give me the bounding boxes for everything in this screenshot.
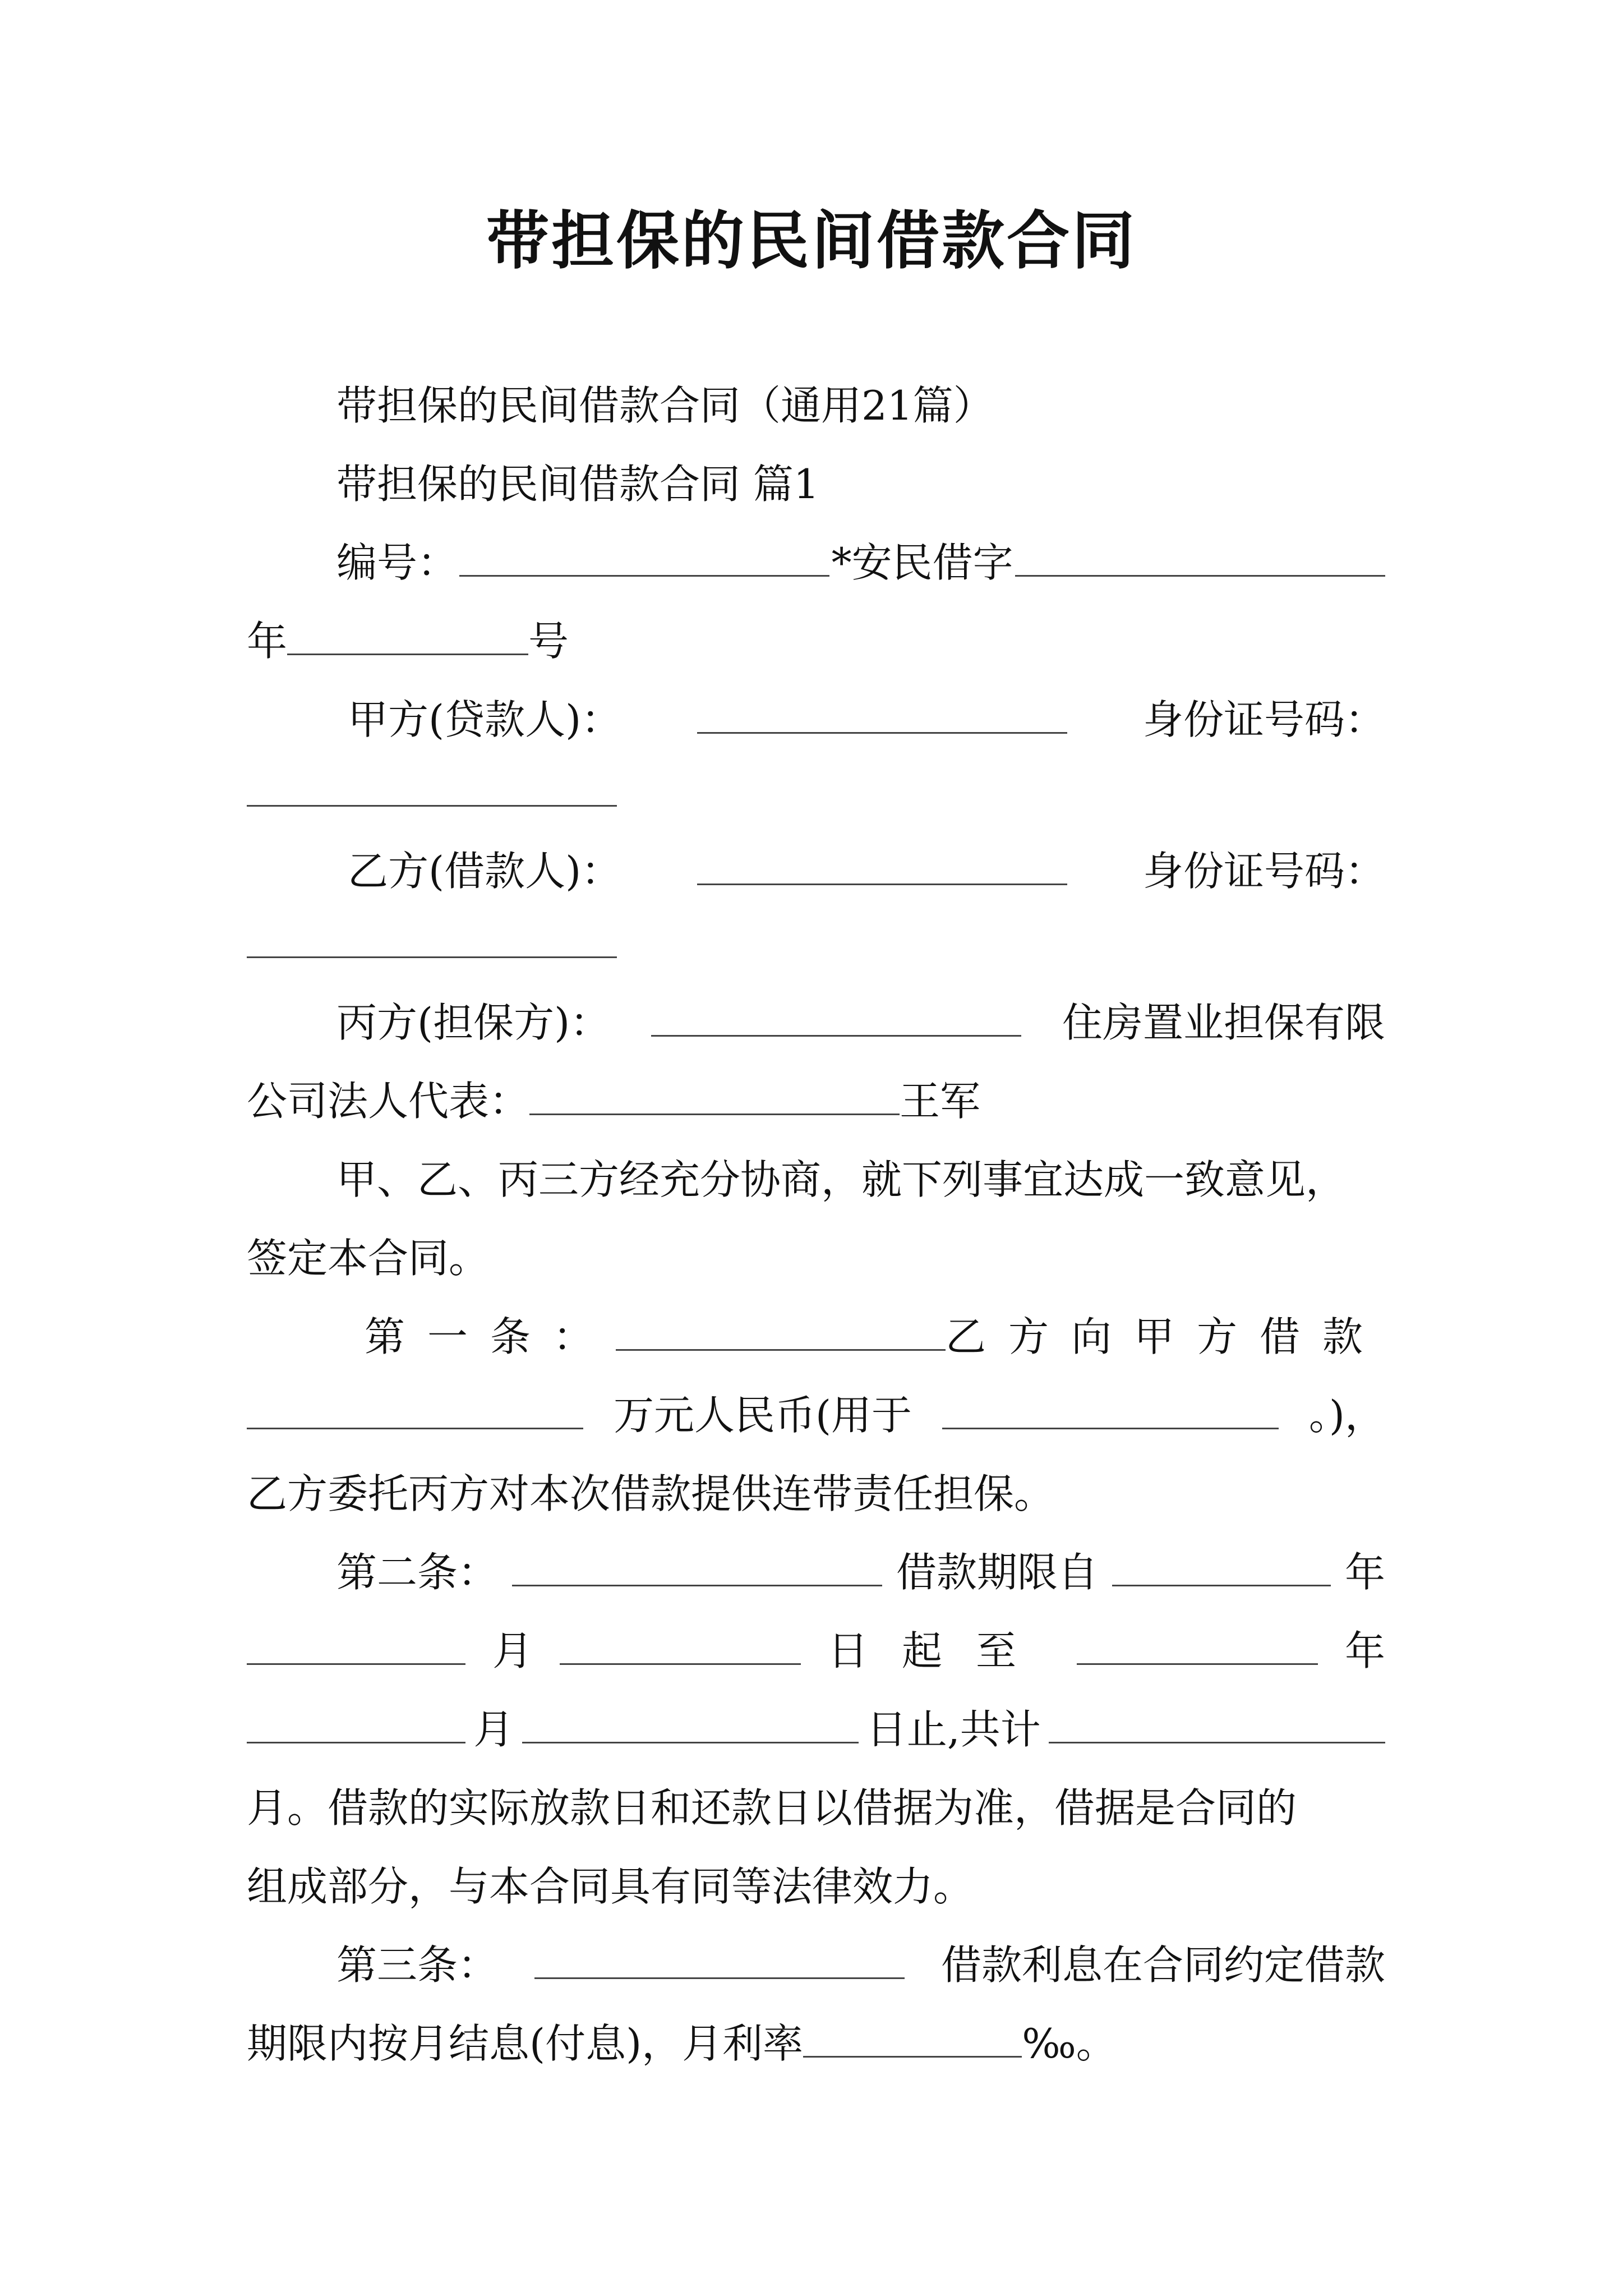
article-1-line: 第一条： 乙方向甲方借款 bbox=[365, 1313, 1385, 1360]
blank bbox=[560, 1627, 801, 1665]
number-line: 编号： *安民借字 bbox=[336, 539, 1385, 587]
blank bbox=[247, 1627, 465, 1665]
paragraph-text: 甲、乙、丙三方经充分协商，就下列事宜达成一致意见， bbox=[336, 1156, 1347, 1203]
paragraph-text: 月。借款的实际放款日和还款日以借据为准，借据是合同的 bbox=[247, 1784, 1297, 1832]
party-b-id-line bbox=[247, 920, 1385, 968]
party-a-id-line bbox=[247, 769, 1385, 817]
legal-rep-line: 公司法人代表： 王军 bbox=[247, 1078, 981, 1125]
blank bbox=[942, 1391, 1279, 1429]
article-3-line: 第三条： 借款利息在合同约定借款 bbox=[336, 1941, 1385, 1989]
section-heading: 带担保的民间借款合同 篇1 bbox=[336, 461, 819, 508]
blank bbox=[522, 1705, 859, 1743]
blank bbox=[534, 1941, 905, 1979]
blank bbox=[247, 920, 617, 958]
paragraph-text: 乙方委托丙方对本次借款提供连带责任担保。 bbox=[247, 1470, 1055, 1517]
article-2-end-line: 月 日止,共计 bbox=[247, 1705, 1385, 1754]
document-title: 带担保的民间借款合同 bbox=[486, 204, 1137, 278]
blank bbox=[651, 999, 1021, 1037]
blank bbox=[1049, 1705, 1385, 1743]
article-2-dates-line: 月 日起至 年 bbox=[247, 1627, 1385, 1675]
paragraph-text: 组成部分，与本合同具有同等法律效力。 bbox=[247, 1863, 974, 1910]
blank bbox=[1077, 1627, 1318, 1665]
blank bbox=[247, 769, 617, 807]
blank bbox=[1112, 1548, 1331, 1586]
party-c-line: 丙方(担保方)： 住房置业担保有限 bbox=[336, 999, 1385, 1046]
blank bbox=[697, 696, 1067, 734]
article-1-amount-line: 万元人民币(用于 。)， bbox=[247, 1391, 1385, 1439]
blank bbox=[1015, 539, 1385, 577]
article-2-line: 第二条： 借款期限自 年 bbox=[336, 1549, 1385, 1596]
interest-rate-line: 期限内按月结息(付息)，月利率 ‰。 bbox=[247, 2020, 1117, 2067]
blank bbox=[459, 539, 829, 577]
blank bbox=[512, 1548, 882, 1586]
blank bbox=[529, 1077, 900, 1115]
subtitle: 带担保的民间借款合同（通用21篇） bbox=[336, 382, 994, 429]
blank bbox=[616, 1313, 946, 1351]
party-b-line: 乙方(借款人)： 身份证号码： bbox=[348, 848, 1385, 895]
blank bbox=[287, 617, 528, 655]
blank bbox=[803, 2019, 1022, 2058]
blank bbox=[247, 1705, 465, 1743]
blank bbox=[247, 1391, 583, 1429]
blank bbox=[697, 847, 1067, 885]
year-number-line: 年 号 bbox=[247, 618, 569, 665]
party-a-line: 甲方(贷款人)： 身份证号码： bbox=[348, 696, 1385, 743]
paragraph-text: 签定本合同。 bbox=[247, 1235, 490, 1282]
